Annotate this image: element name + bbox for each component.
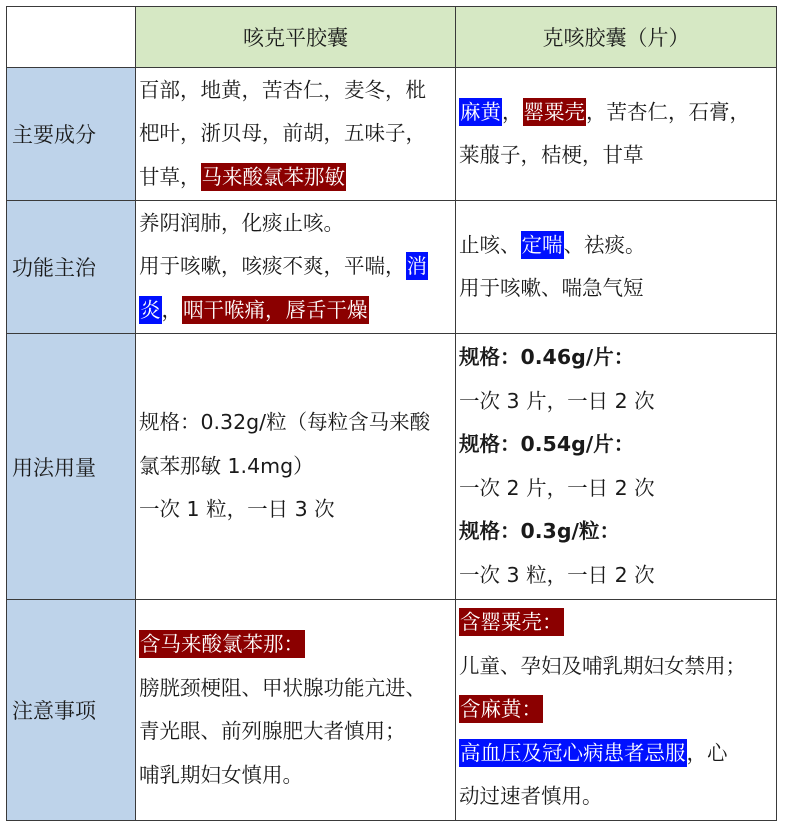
spec-line: 规格：0.54g/片： bbox=[459, 432, 635, 456]
row-label-usage: 用法用量 bbox=[7, 334, 136, 600]
text-segment: 、祛痰。 bbox=[563, 232, 646, 257]
text-line: 莱菔子，桔梗，甘草 bbox=[459, 143, 644, 167]
highlight-hypertension-warning: 高血压及冠心病患者忌服 bbox=[460, 740, 686, 765]
text-segment: ，苦杏仁，石膏， bbox=[586, 99, 750, 124]
text-line: 百部，地黄，苦杏仁，麦冬，枇 bbox=[139, 77, 426, 102]
text-line: 杷叶，浙贝母，前胡，五味子， bbox=[139, 121, 426, 146]
row-usage bbox=[7, 334, 777, 600]
text-segment: ， bbox=[502, 99, 523, 124]
header-blank-cell bbox=[7, 7, 136, 68]
text-line: 动过速者慎用。 bbox=[459, 784, 603, 809]
text-line bbox=[139, 289, 452, 333]
text-segment: 止咳、 bbox=[459, 232, 521, 257]
row-caution bbox=[7, 600, 777, 821]
text-line bbox=[459, 732, 773, 776]
spec-line: 规格：0.46g/片： bbox=[459, 345, 635, 369]
highlight-chlorphenamine: 马来酸氯苯那敏 bbox=[201, 164, 345, 189]
function-kekeping bbox=[136, 201, 456, 334]
text-line bbox=[459, 224, 773, 268]
highlight-poppy-capsule: 罂粟壳 bbox=[523, 99, 585, 124]
header-row bbox=[7, 7, 777, 68]
dosage-line: 一次 3 粒，一日 2 次 bbox=[459, 562, 655, 587]
function-keke bbox=[456, 201, 777, 334]
highlight-ephedra: 麻黄 bbox=[460, 99, 501, 124]
text-line: 哺乳期妇女慎用。 bbox=[139, 762, 303, 787]
row-ingredients bbox=[7, 68, 777, 201]
text-segment: ， bbox=[161, 297, 182, 322]
caution-keke bbox=[456, 600, 777, 821]
text-segment: 甘草， bbox=[139, 164, 201, 189]
usage-kekeping bbox=[136, 334, 456, 600]
text-line: 一次 1 粒，一日 3 次 bbox=[139, 497, 335, 522]
caution-kekeping bbox=[136, 600, 456, 821]
text-line bbox=[139, 623, 452, 667]
highlight-anti-inflammatory: 炎 bbox=[140, 297, 161, 322]
text-segment: 用于咳嗽，咳痰不爽，平喘， bbox=[139, 254, 406, 279]
header-keke-capsule: 克咳胶囊（片） bbox=[456, 7, 777, 68]
text-line bbox=[459, 688, 773, 732]
ingredients-keke bbox=[456, 68, 777, 201]
row-label-ingredients: 主要成分 bbox=[7, 68, 136, 201]
text-line: 氯苯那敏 1.4mg） bbox=[139, 453, 314, 478]
row-function bbox=[7, 201, 777, 334]
text-line: 儿童、孕妇及哺乳期妇女禁用； bbox=[459, 653, 746, 678]
row-label-caution: 注意事项 bbox=[7, 600, 136, 821]
dosage-line: 一次 3 片，一日 2 次 bbox=[459, 388, 655, 413]
row-label-function: 功能主治 bbox=[7, 201, 136, 334]
text-line: 青光眼、前列腺肥大者慎用； bbox=[139, 719, 406, 743]
highlight-contains-chlorphenamine: 含马来酸氯苯那： bbox=[140, 632, 304, 656]
spec-line: 规格：0.3g/粒： bbox=[459, 519, 620, 543]
text-line bbox=[139, 156, 452, 200]
text-line bbox=[459, 91, 773, 135]
header-kekeping-capsule: 咳克平胶囊 bbox=[136, 7, 456, 68]
dosage-line: 一次 2 片，一日 2 次 bbox=[459, 475, 655, 500]
highlight-dry-throat: 咽干喉痛，唇舌干燥 bbox=[183, 297, 368, 322]
usage-keke bbox=[456, 334, 777, 600]
text-line bbox=[139, 245, 452, 289]
text-line: 膀胱颈梗阻、甲状腺功能亢进、 bbox=[139, 675, 426, 700]
highlight-relieve-asthma: 定喘 bbox=[521, 232, 563, 257]
text-line bbox=[459, 601, 773, 645]
highlight-contains-poppy: 含罂粟壳： bbox=[460, 610, 563, 635]
highlight-contains-ephedra: 含麻黄： bbox=[460, 697, 542, 722]
text-line: 用于咳嗽、喘急气短 bbox=[459, 276, 644, 300]
text-line: 规格：0.32g/粒（每粒含马来酸 bbox=[139, 410, 431, 435]
comparison-table bbox=[6, 6, 777, 821]
ingredients-kekeping bbox=[136, 68, 456, 201]
text-segment: ，心 bbox=[686, 740, 728, 765]
highlight-anti-inflammatory: 消 bbox=[406, 254, 427, 279]
text-line: 养阴润肺，化痰止咳。 bbox=[139, 210, 344, 235]
